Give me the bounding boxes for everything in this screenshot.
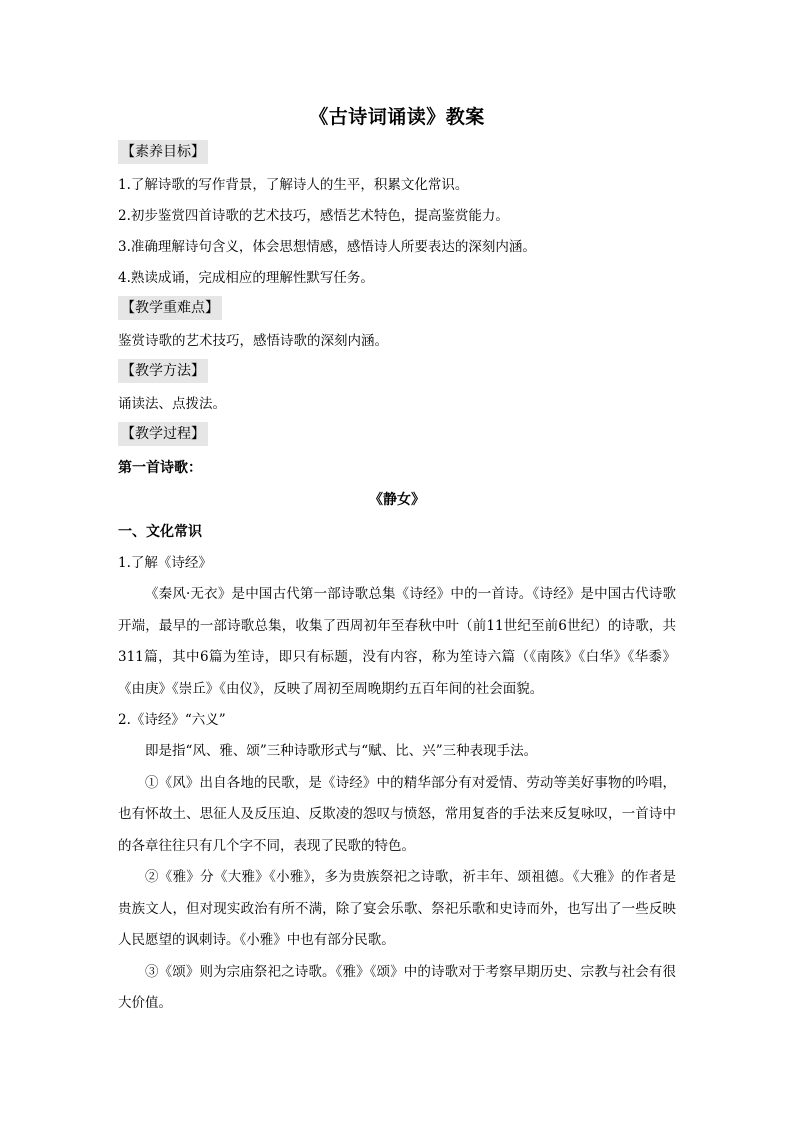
document-page bbox=[118, 100, 676, 1020]
section-header-process: 【教学过程】 bbox=[118, 422, 208, 446]
section-header-goals: 【素养目标】 bbox=[118, 140, 208, 164]
document-title: 《古诗词诵读》教案 bbox=[309, 106, 485, 128]
goal-item-3: 3.准确理解诗句含义，体会思想情感，感悟诗人所要表达的深刻内涵。 bbox=[118, 239, 536, 255]
paragraph-song: ③《颂》则为宗庙祭祀之诗歌。《雅》《颂》中的诗歌对于考察早期历史、宗教与社会有很大价值。 bbox=[118, 963, 676, 1011]
paragraph-feng: ①《风》出自各地的民歌，是《诗经》中的精华部分有对爱情、劳动等美好事物的吟唱，也有怀故土、思征人及反压迫、反欺凌的怨叹与愤怒，常用复沓的手法来反复咏叹，一首诗中的各章往往只有几个字不同，表现了民歌的特色。 bbox=[118, 774, 676, 854]
goal-item-1: 1.了解诗歌的写作背景，了解诗人的生平，积累文化常识。 bbox=[118, 177, 469, 193]
paragraph-ya: ②《雅》分《大雅》《小雅》，多为贵族祭祀之诗歌，祈丰年、颂祖德。《大雅》的作者是贵族文人，但对现实政治有所不满，除了宴会乐歌、祭祀乐歌和史诗而外，也写出了一些反映人民愿望的讽刺诗。《小雅》中也有部分民歌。 bbox=[118, 869, 676, 948]
section-culture-heading: 一、文化常识 bbox=[118, 524, 202, 540]
paragraph-shijing-intro: 《秦风·无衣》是中国古代第一部诗歌总集《诗经》中的一首诗。《诗经》是中国古代诗歌开端，最早的一部诗歌总集，收集了西周初年至春秋中叶（前11世纪至前6世纪）的诗歌，共311篇，其中6篇为笙诗，即只有标题，没有内容，称为笙诗六篇（《南陔》《白华》《华黍》《由庚》《崇丘》《由仪》，反映了周初至周晚期约五百年间的社会面貌。 bbox=[118, 586, 676, 697]
subheading-six-principles: 2.《诗经》“六义” bbox=[118, 712, 226, 728]
difficulty-text: 鉴赏诗歌的艺术技巧，感悟诗歌的深刻内涵。 bbox=[118, 333, 388, 349]
section-header-difficulty: 【教学重难点】 bbox=[118, 296, 222, 320]
method-text: 诵读法、点拨法。 bbox=[118, 396, 226, 412]
subheading-shijing: 1.了解《诗经》 bbox=[118, 555, 212, 571]
goal-item-2: 2.初步鉴赏四首诗歌的艺术技巧，感悟艺术特色，提高鉴赏能力。 bbox=[118, 208, 509, 224]
goal-item-4: 4.熟读成诵，完成相应的理解性默写任务。 bbox=[118, 270, 374, 286]
first-poem-label: 第一首诗歌： bbox=[118, 460, 202, 476]
poem-title: 《静女》 bbox=[369, 492, 425, 508]
paragraph-six-principles: 即是指“风、雅、颂”三种诗歌形式与“赋、比、兴”三种表现手法。 bbox=[145, 743, 538, 759]
section-header-method: 【教学方法】 bbox=[118, 359, 208, 383]
